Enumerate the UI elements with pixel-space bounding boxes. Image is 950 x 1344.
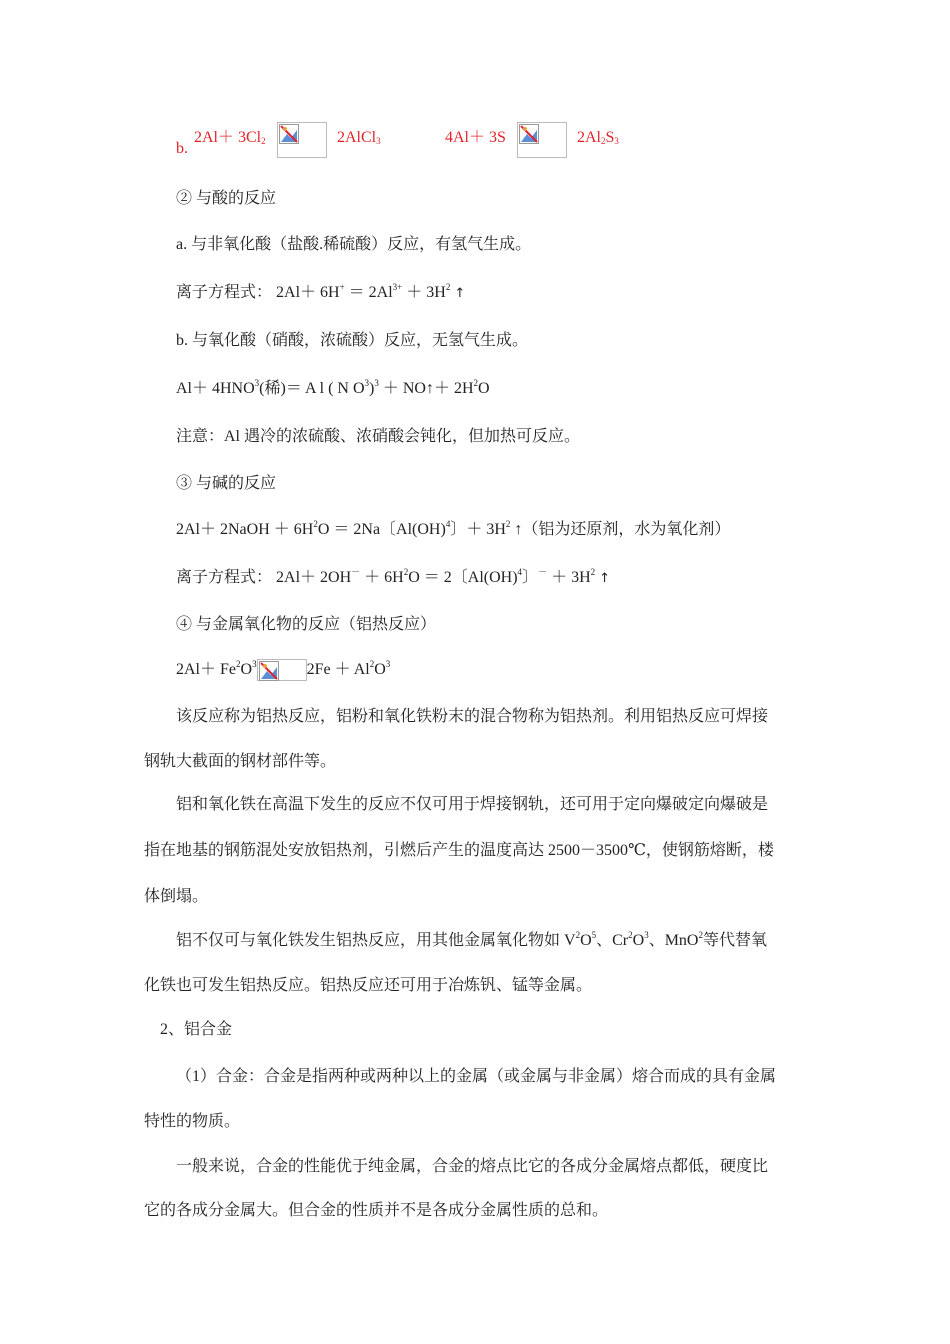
acid-ion-equation: 离子方程式： $2Al+ 6H^+ = 2Al^{3+} + 3H^2$ ↑	[176, 282, 466, 301]
acid-heading: ② 与酸的反应	[176, 190, 277, 207]
hno3-equation: $Al+ 4HNO^3$(稀)＝ A l ( N $O^3)^3$ ＋ NO↑＋ $2H^2O$	[176, 378, 490, 397]
alloy-definition: （1）合金：合金是指两种或两种以上的金属（或金属与非金属）熔合而成的具有金属	[176, 1068, 777, 1085]
broken-image-icon	[277, 122, 327, 158]
thermite-paragraph-2: 铝和氧化铁在高温下发生的反应不仅可用于焊接钢轨，还可用于定向爆破定向爆破是	[176, 796, 769, 813]
base-heading: ③ 与碱的反应	[176, 475, 277, 492]
thermite-paragraph-3: 化铁也可发生铝热反应。铝热反应还可用于冶炼钒、锰等金属。	[144, 977, 593, 994]
condition-image-placeholder	[277, 122, 327, 158]
condition-image-placeholder	[517, 122, 567, 158]
base-ion-equation: 离子方程式： $2Al+ 2OH^- + 6H^2O = 2$〔Al(OH)$^4$〕$^- + 3H^2$ ↑	[176, 567, 611, 586]
acid-b-text: b. 与氧化酸（硝酸，浓硫酸）反应，无氢气生成。	[176, 332, 529, 349]
thermite-paragraph-3: 铝不仅可与氧化铁发生铝热反应，用其他金属氧化物如 $V^2O^5$、$Cr^2O^3$、MnO$^2$等代替氧	[176, 930, 768, 949]
reaction-b-left-product: 2AlCl$_3$	[337, 129, 381, 146]
thermite-equation: $2Al+ Fe^2O^3$ $2Fe + Al^2O^3$	[176, 659, 390, 681]
thermite-heading: ④ 与金属氧化物的反应（铝热反应）	[176, 616, 437, 633]
thermite-paragraph-2: 体倒塌。	[144, 888, 209, 905]
alloy-properties: 它的各成分金属大。但合金的性质并不是各成分金属性质的总和。	[144, 1202, 609, 1219]
alloy-properties: 一般来说，合金的性能优于纯金属，合金的熔点比它的各成分金属熔点都低，硬度比	[176, 1158, 769, 1175]
broken-image-icon	[257, 659, 307, 681]
base-equation: 2Al＋ 2NaOH ＋ $6H^2O = 2Na$〔Al(OH)$^4$〕＋ $3H^2$ ↑（铝为还原剂，水为氧化剂）	[176, 519, 731, 538]
reaction-b-left: $2Al+ 3Cl_2$	[194, 129, 266, 146]
alloy-heading: 2、铝合金	[160, 1021, 233, 1038]
thermite-paragraph-1: 该反应称为铝热反应，铝粉和氧化铁粉末的混合物称为铝热剂。利用铝热反应可焊接	[176, 708, 769, 725]
reaction-b-marker: b.	[176, 140, 188, 157]
reaction-b-right-product: $2Al_2S_3$	[577, 129, 619, 146]
thermite-paragraph-2: 指在地基的钢筋混处安放铝热剂，引燃后产生的温度高达 2500－3500℃，使钢筋熔断，楼	[144, 842, 774, 859]
passivation-note: 注意：Al 遇冷的浓硫酸、浓硝酸会钝化，但加热可反应。	[176, 428, 581, 445]
reaction-b-right: 4Al＋ 3S	[445, 129, 506, 146]
alloy-definition: 特性的物质。	[144, 1113, 241, 1130]
thermite-paragraph-1: 钢轨大截面的钢材部件等。	[144, 753, 337, 770]
broken-image-icon	[517, 122, 567, 158]
acid-a-text: a. 与非氧化酸（盐酸.稀硫酸）反应，有氢气生成。	[176, 236, 532, 253]
